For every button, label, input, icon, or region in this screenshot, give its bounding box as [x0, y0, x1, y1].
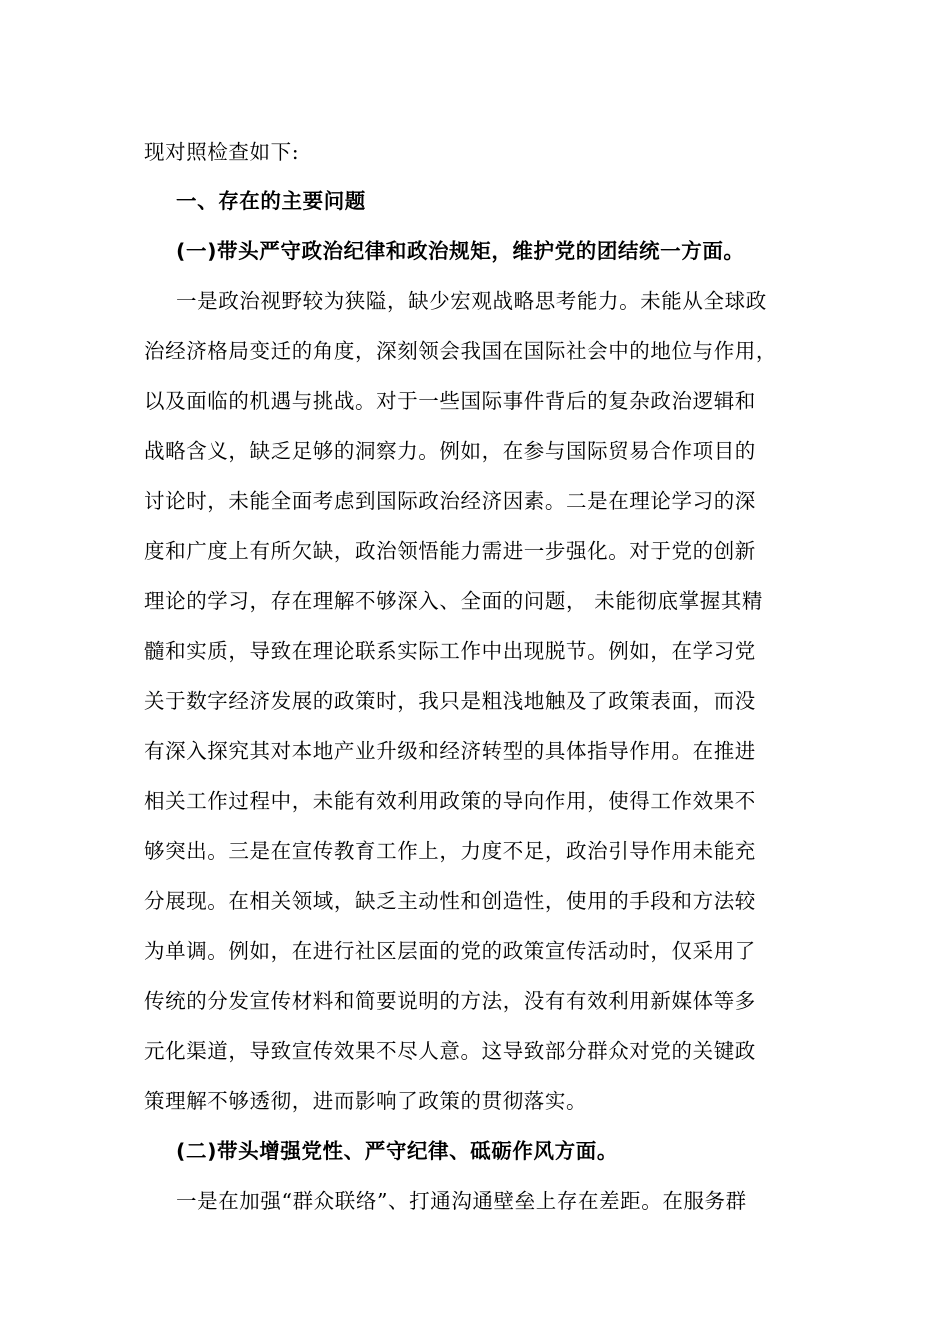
subsection-heading-1: (一)带头严守政治纪律和政治规矩，维护党的团结统一方面。	[176, 239, 745, 263]
paragraph-line: 髓和实质，导致在理论联系实际工作中出现脱节。例如，在学习党	[144, 639, 756, 663]
paragraph-line: 讨论时，未能全面考虑到国际政治经济因素。二是在理论学习的深	[144, 489, 756, 513]
intro-line: 现对照检查如下:	[144, 140, 300, 164]
paragraph-line: 分展现。在相关领域，缺乏主动性和创造性，使用的手段和方法较	[144, 889, 756, 913]
paragraph-line: 一是政治视野较为狭隘，缺少宏观战略思考能力。未能从全球政	[176, 289, 767, 313]
paragraph-line: 理论的学习，存在理解不够深入、全面的问题， 未能彻底掌握其精	[144, 589, 764, 613]
paragraph-line: 以及面临的机遇与挑战。对于一些国际事件背后的复杂政治逻辑和	[144, 389, 756, 413]
paragraph-line: 战略含义，缺乏足够的洞察力。例如，在参与国际贸易合作项目的	[144, 439, 756, 463]
paragraph-line: 策理解不够透彻，进而影响了政策的贯彻落实。	[144, 1089, 588, 1113]
paragraph-line: 一是在加强“群众联络”、打通沟通壁垒上存在差距。在服务群	[176, 1189, 747, 1213]
paragraph-line: 关于数字经济发展的政策时，我只是粗浅地触及了政策表面，而没	[144, 689, 756, 713]
paragraph-line: 够突出。三是在宣传教育工作上，力度不足，政治引导作用未能充	[144, 839, 756, 863]
paragraph-line: 度和广度上有所欠缺，政治领悟能力需进一步强化。对于党的创新	[144, 539, 756, 563]
paragraph-line: 为单调。例如，在进行社区层面的党的政策宣传活动时，仅采用了	[144, 939, 756, 963]
section-heading: 一、存在的主要问题	[176, 189, 366, 213]
paragraph-line: 元化渠道，导致宣传效果不尽人意。这导致部分群众对党的关键政	[144, 1039, 756, 1063]
paragraph-line: 有深入探究其对本地产业升级和经济转型的具体指导作用。在推进	[144, 739, 756, 763]
paragraph-line: 传统的分发宣传材料和简要说明的方法，没有有效利用新媒体等多	[144, 989, 756, 1013]
paragraph-line: 治经济格局变迁的角度，深刻领会我国在国际社会中的地位与作用，	[144, 339, 777, 363]
subsection-heading-2: (二)带头增强党性、严守纪律、砥砺作风方面。	[176, 1139, 618, 1163]
paragraph-line: 相关工作过程中，未能有效利用政策的导向作用，使得工作效果不	[144, 789, 756, 813]
